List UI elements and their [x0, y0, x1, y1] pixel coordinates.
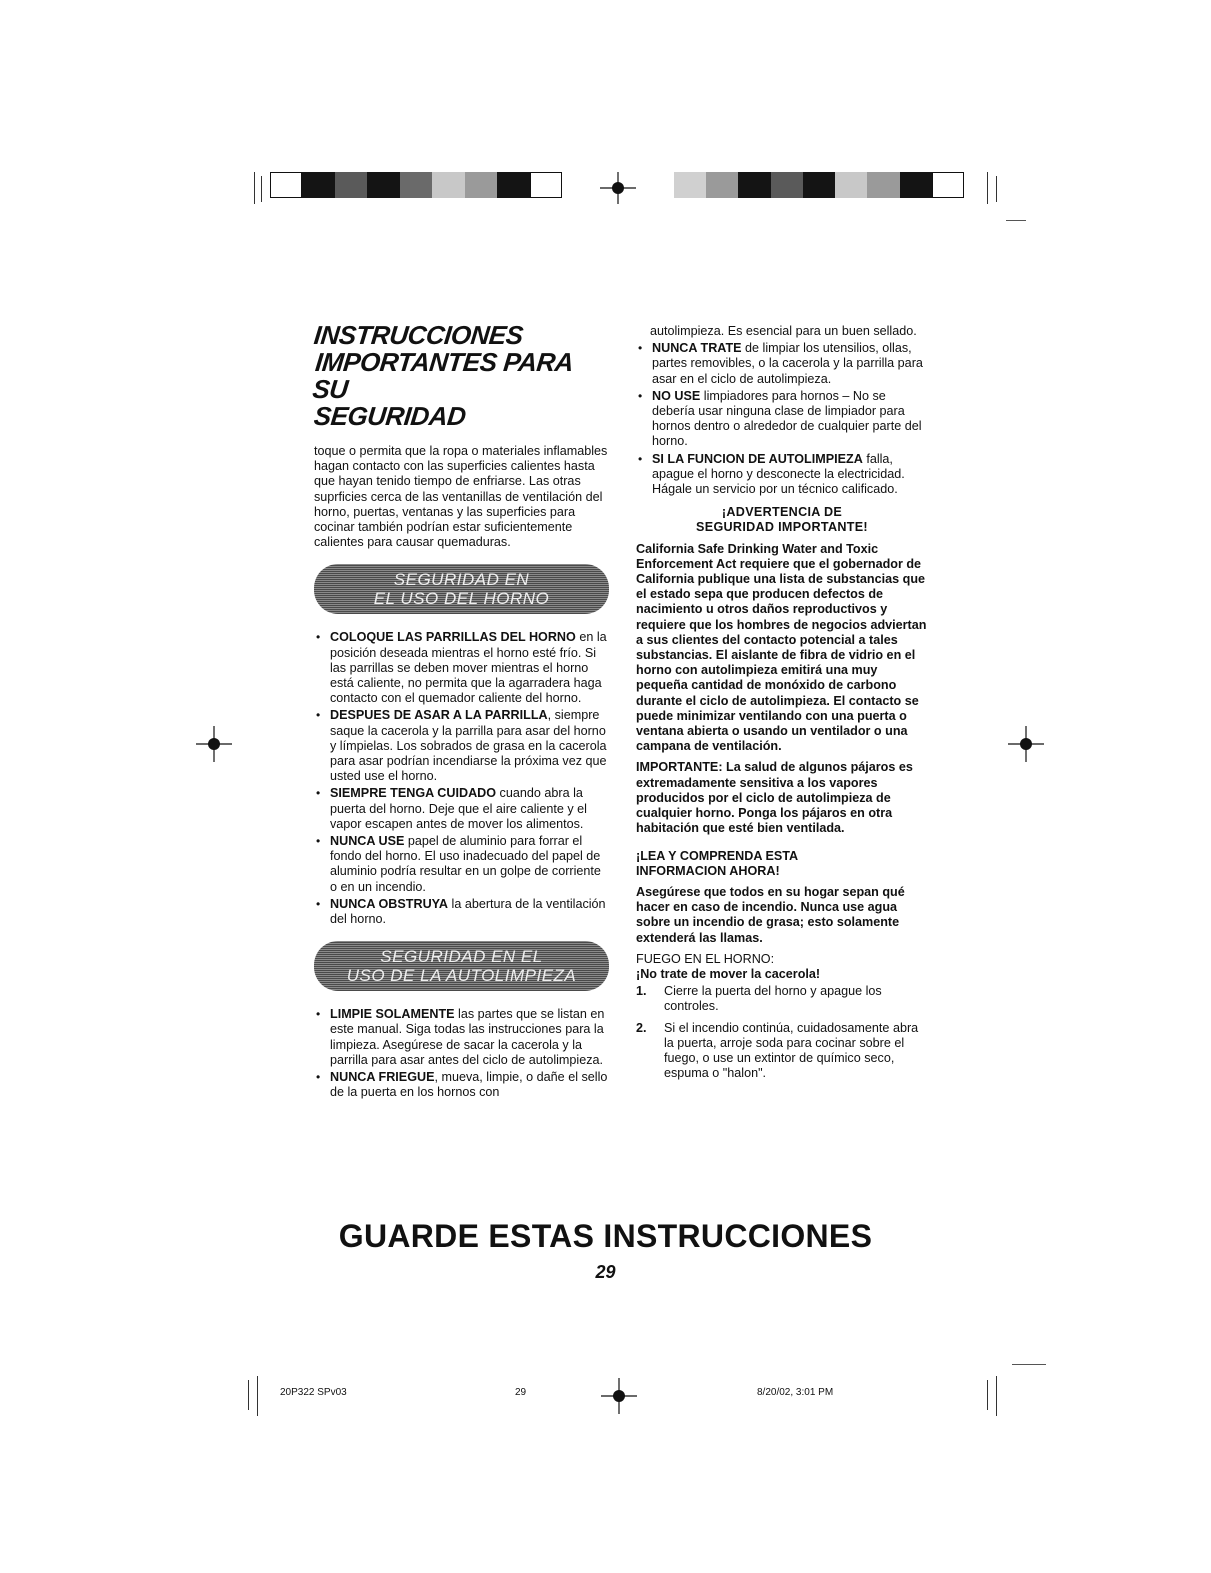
print-file-name: 20P322 SPv03: [280, 1387, 347, 1398]
title-line: INSTRUCCIONES: [312, 320, 525, 350]
bar-segment: [530, 172, 562, 198]
registration-crosshair-icon: [601, 1378, 637, 1414]
list-item: [314, 708, 609, 784]
list-item-keyword: NUNCA FRIEGUE: [330, 1070, 435, 1085]
oven-fire-warning: ¡No trate de mover la cacerola!: [636, 966, 821, 981]
bar-segment: [335, 172, 367, 198]
right-column: [636, 324, 928, 1087]
print-page-number: 29: [515, 1387, 527, 1398]
crop-mark: [987, 1380, 988, 1410]
registration-crosshair-icon: [196, 726, 232, 762]
step-number: 1.: [636, 984, 647, 999]
step-text: Cierre la puerta del horno y apague los controles.: [664, 984, 882, 1014]
continued-paragraph: autolimpieza. Es esencial para un buen sellado.: [650, 324, 917, 338]
bar-segment: [270, 172, 302, 198]
banner-line: SEGURIDAD EN: [393, 570, 530, 590]
list-item: [314, 834, 609, 895]
self-clean-safety-list: [314, 1007, 609, 1100]
intro-paragraph: toque o permita que la ropa o materiales inflamables hagan contacto con las superficies calientes hasta que hayan tenido tiempo de enfriarse. Las otras suprficies cerca de las ventanillas de ventilación del horno, puertas, ventanas y las superficies para cocinar también podrían estar suficientemente calientes para causar quemaduras.: [314, 444, 608, 550]
warning-heading-line: ¡ADVERTENCIA DE: [721, 505, 843, 520]
read-heading: [636, 849, 928, 879]
list-item-text: falla, apague el horno y desconecte la electricidad. Hágale un servicio por un técnico calificado.: [652, 451, 905, 497]
left-column: [311, 320, 609, 1103]
page-number: 29: [595, 1262, 616, 1282]
bar-segment: [706, 172, 738, 198]
crop-mark: [987, 172, 988, 204]
list-item-keyword: NUNCA TRATE: [652, 341, 742, 356]
list-item-text: papel de aluminio para forrar el fondo del horno. El uso inadecuado del papel de aluminio podría resultar en un golpe de corriente o en un incendio.: [330, 834, 601, 894]
list-item: [636, 984, 928, 1014]
save-instructions-heading: GUARDE ESTAS INSTRUCCIONES: [338, 1218, 873, 1254]
registration-crosshair-icon: [1008, 726, 1044, 762]
bar-segment: [367, 172, 399, 198]
bar-segment: [400, 172, 432, 198]
list-item: [636, 452, 928, 498]
important-keyword: IMPORTANTE:: [636, 760, 723, 775]
bar-segment: [432, 172, 464, 198]
list-item-text: la abertura de la ventilación del horno.: [330, 896, 606, 927]
bar-segment: [803, 172, 835, 198]
important-text: La salud de algunos pájaros es extremadamente sensitiva a los vapores producidos por el ciclo de autolimpieza de cualquier horno. Ponga los pájaros en otra habitación que esté bien ventilada.: [636, 760, 913, 836]
section-banner: [314, 941, 609, 991]
step-text: Si el incendio continúa, cuidadosamente abra la puerta, arroje soda para cocinar sobre el fuego, o use un extintor de químico seco, espuma o "halon".: [664, 1020, 919, 1081]
section-title: [311, 320, 609, 431]
title-line: IMPORTANTES PARA SU: [311, 347, 574, 404]
warning-heading-line: SEGURIDAD IMPORTANTE!: [696, 520, 868, 535]
important-note: [636, 760, 928, 836]
fire-advice: Asegúrese que todos en su hogar sepan qué hacer en caso de incendio. Nunca use agua sobre un incendio de grasa; esto solamente extenderá las llamas.: [636, 884, 905, 945]
bar-segment: [932, 172, 964, 198]
bar-segment: [465, 172, 497, 198]
fire-steps-list: [636, 984, 928, 1081]
banner-line: EL USO DEL HORNO: [373, 589, 550, 609]
california-warning: California Safe Drinking Water and Toxic Enforcement Act requiere que el gobernador de California publique una lista de substancias que el estado sepa que producen defectos de nacimiento u otros daños reproductivos y requiere que los hombres de negocios adviertan a sus clientes del contacto potencial a tales substancias. El aislante de fibra de vidrio en el horno con autolimpieza emitirá una muy pequeña cantidad de monóxido de carbono durante el ciclo de autolimpieza. El contacto se puede minimizar ventilando con una puerta o ventana abierta o usando un ventilador o una campana de ventilación.: [636, 541, 927, 754]
list-item-keyword: DESPUES DE ASAR A LA PARRILLA: [330, 708, 548, 723]
list-item-text: , siempre saque la cacerola y la parrilla para asar del horno y límpielas. Los sobrados de grasa en la cacerola para asar podrían incendiarse la próxima vez que usted use el horno.: [330, 708, 607, 784]
list-item-keyword: NUNCA OBSTRUYA: [330, 896, 449, 911]
crop-mark: [996, 1376, 997, 1416]
crop-mark: [261, 176, 262, 202]
list-item: [636, 1021, 928, 1082]
list-item: [314, 630, 609, 706]
bar-segment: [867, 172, 899, 198]
self-clean-list-continued: [636, 341, 928, 497]
list-item-keyword: COLOQUE LAS PARRILLAS DEL HORNO: [330, 630, 576, 645]
banner-line: SEGURIDAD EN EL: [380, 947, 543, 967]
bar-segment: [738, 172, 770, 198]
list-item: [314, 897, 609, 927]
crop-mark: [248, 1380, 249, 1410]
crop-mark: [1012, 1364, 1046, 1365]
list-item-keyword: SIEMPRE TENGA CUIDADO: [330, 786, 497, 801]
registration-bar-right: [674, 172, 964, 198]
list-item-text: de limpiar los utensilios, ollas, partes removibles, o la cacerola y la parrilla para asar en el ciclo de autolimpieza.: [652, 341, 923, 386]
oven-safety-list: [314, 630, 609, 927]
crop-mark: [1006, 220, 1026, 221]
crop-mark: [257, 1376, 258, 1416]
print-timestamp: 8/20/02, 3:01 PM: [757, 1387, 834, 1398]
read-heading-line: ¡LEA Y COMPRENDA ESTA: [636, 848, 799, 863]
list-item: [636, 341, 928, 387]
read-heading-line: INFORMACION AHORA!: [636, 863, 780, 878]
list-item: [314, 786, 609, 832]
section-banner: [314, 564, 609, 614]
list-item-keyword: LIMPIE SOLAMENTE: [330, 1007, 455, 1022]
bar-segment: [497, 172, 529, 198]
list-item: [314, 1007, 609, 1068]
bar-segment: [900, 172, 932, 198]
list-item-text: , mueva, limpie, o dañe el sello de la puerta en los hornos con: [330, 1070, 608, 1100]
list-item: [636, 389, 928, 450]
registration-crosshair-icon: [600, 172, 636, 204]
list-item-text: cuando abra la puerta del horno. Deje que el aire caliente y el vapor escapen antes de mover los alimentos.: [330, 786, 587, 831]
warning-heading: [636, 505, 928, 535]
oven-fire-heading: FUEGO EN EL HORNO:: [636, 951, 775, 966]
bar-segment: [771, 172, 803, 198]
crop-mark: [254, 172, 255, 204]
list-item-keyword: NUNCA USE: [330, 834, 405, 849]
step-number: 2.: [636, 1020, 647, 1035]
title-line: SEGURIDAD: [312, 401, 468, 431]
registration-bar-left: [270, 172, 562, 198]
bar-segment: [674, 172, 706, 198]
list-item-text: en la posición deseada mientras el horno esté frío. Si las parrillas se deben mover mientras el horno está caliente, no permita que la agarradera haga contacto con el quemador caliente del horno.: [330, 630, 607, 706]
bar-segment: [835, 172, 867, 198]
list-item: [314, 1070, 609, 1100]
bar-segment: [302, 172, 334, 198]
crop-mark: [996, 176, 997, 202]
list-item-text: las partes que se listan en este manual. Siga todas las instrucciones para la limpieza. Asegúrese de sacar la cacerola y la parrilla para asar antes del ciclo de autolimpieza.: [330, 1007, 605, 1067]
list-item-keyword: NO USE: [652, 388, 701, 403]
list-item-keyword: SI LA FUNCION DE AUTOLIMPIEZA: [652, 451, 863, 466]
list-item-text: limpiadores para hornos – No se debería usar ninguna clase de limpiador para hornos dentro o alrededor de cualquier parte del horno.: [652, 388, 922, 449]
banner-line: USO DE LA AUTOLIMPIEZA: [346, 966, 577, 986]
